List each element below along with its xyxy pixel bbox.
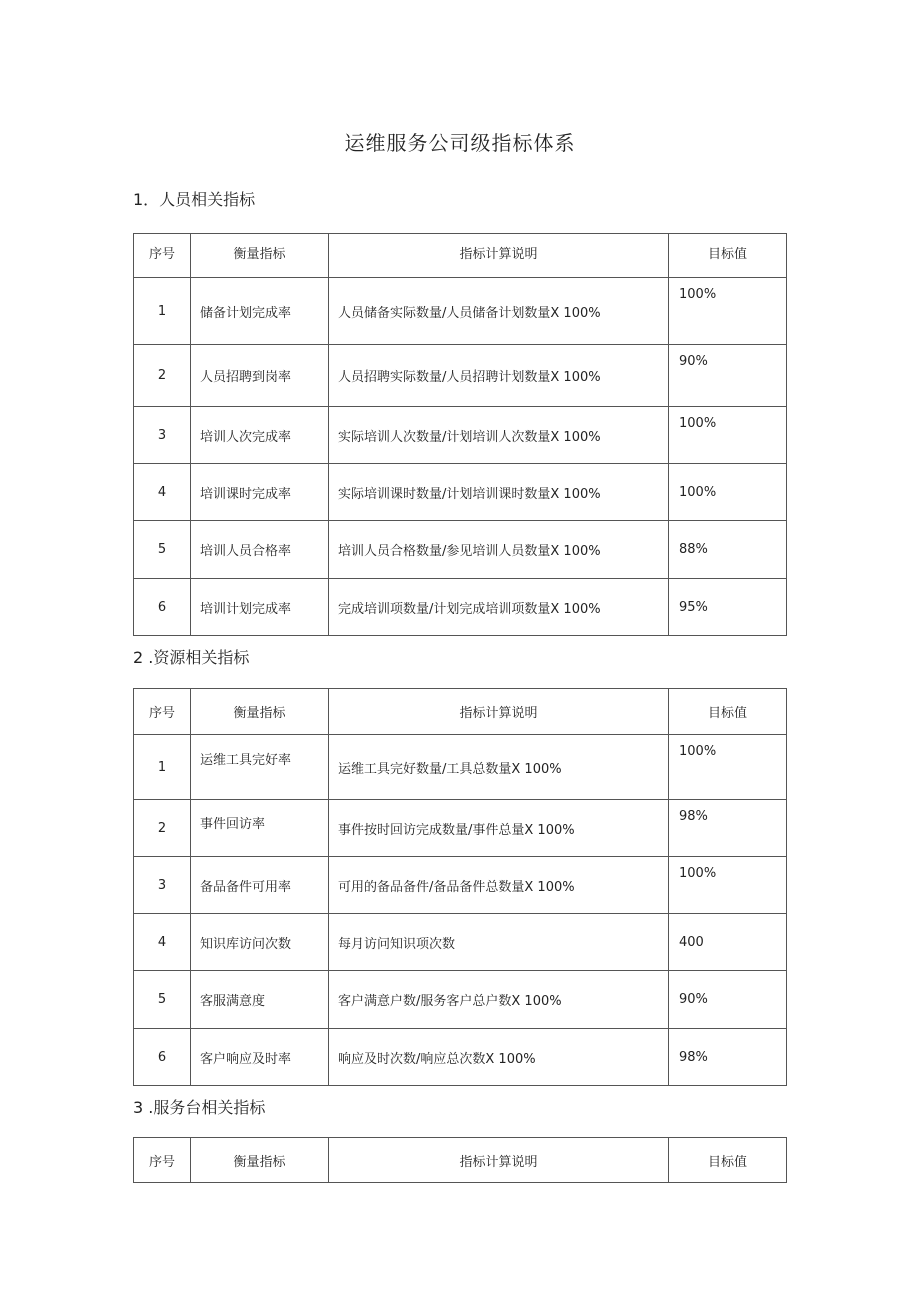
row-target: 98% (669, 1029, 787, 1086)
row-name: 培训课时完成率 (191, 464, 329, 521)
table-header-row (134, 689, 787, 735)
table-row (134, 800, 787, 857)
table-row (134, 971, 787, 1029)
header-name: 衡量指标 (191, 689, 329, 735)
row-formula: 客户满意户数/服务客户总户数X 100% (329, 971, 669, 1029)
table-row (134, 278, 787, 345)
row-no: 6 (134, 579, 191, 636)
section-heading-service-desk: 3 .服务台相关指标 (133, 1098, 266, 1117)
row-target: 90% (669, 971, 787, 1029)
row-target: 95% (669, 579, 787, 636)
row-no: 5 (134, 971, 191, 1029)
header-no: 序号 (134, 1138, 191, 1183)
row-formula: 可用的备品备件/备品备件总数量X 100% (329, 857, 669, 914)
table-row (134, 1029, 787, 1086)
header-formula: 指标计算说明 (329, 1138, 669, 1183)
row-formula: 完成培训项数量/计划完成培训项数量X 100% (329, 579, 669, 636)
row-no: 3 (134, 407, 191, 464)
row-name: 备品备件可用率 (191, 857, 329, 914)
header-no: 序号 (134, 234, 191, 278)
table-row (134, 407, 787, 464)
table-row (134, 464, 787, 521)
row-target: 100% (669, 278, 787, 345)
row-no: 1 (134, 735, 191, 800)
row-name: 培训人次完成率 (191, 407, 329, 464)
row-formula: 实际培训人次数量/计划培训人次数量X 100% (329, 407, 669, 464)
header-formula: 指标计算说明 (329, 689, 669, 735)
page-title: 运维服务公司级指标体系 (344, 131, 576, 155)
section-heading-resources: 2 .资源相关指标 (133, 648, 250, 667)
row-name: 人员招聘到岗率 (191, 345, 329, 407)
row-no: 3 (134, 857, 191, 914)
row-no: 4 (134, 914, 191, 971)
table-header-row (134, 1138, 787, 1183)
row-no: 2 (134, 345, 191, 407)
row-target: 100% (669, 464, 787, 521)
row-formula: 每月访问知识项次数 (329, 914, 669, 971)
table-row (134, 857, 787, 914)
row-formula: 人员储备实际数量/人员储备计划数量X 100% (329, 278, 669, 345)
row-name: 知识库访问次数 (191, 914, 329, 971)
row-name: 客服满意度 (191, 971, 329, 1029)
row-no: 4 (134, 464, 191, 521)
table-row (134, 579, 787, 636)
row-formula: 人员招聘实际数量/人员招聘计划数量X 100% (329, 345, 669, 407)
row-no: 5 (134, 521, 191, 579)
row-formula: 培训人员合格数量/参见培训人员数量X 100% (329, 521, 669, 579)
row-name: 事件回访率 (191, 800, 329, 857)
row-formula: 运维工具完好数量/工具总数量X 100% (329, 735, 669, 800)
header-target: 目标值 (669, 1138, 787, 1183)
row-name: 储备计划完成率 (191, 278, 329, 345)
row-target: 400 (669, 914, 787, 971)
row-target: 100% (669, 857, 787, 914)
row-no: 6 (134, 1029, 191, 1086)
row-formula: 响应及时次数/响应总次数X 100% (329, 1029, 669, 1086)
row-name: 培训计划完成率 (191, 579, 329, 636)
row-target: 100% (669, 407, 787, 464)
row-name: 培训人员合格率 (191, 521, 329, 579)
row-formula: 事件按时回访完成数量/事件总量X 100% (329, 800, 669, 857)
row-formula: 实际培训课时数量/计划培训课时数量X 100% (329, 464, 669, 521)
table-row (134, 345, 787, 407)
row-no: 2 (134, 800, 191, 857)
row-name: 客户响应及时率 (191, 1029, 329, 1086)
row-target: 88% (669, 521, 787, 579)
header-name: 衡量指标 (191, 234, 329, 278)
personnel-indicator-table (133, 233, 787, 636)
header-target: 目标值 (669, 689, 787, 735)
section-heading-personnel: 1．人员相关指标 (133, 190, 256, 209)
resource-indicator-table (133, 688, 787, 1086)
header-name: 衡量指标 (191, 1138, 329, 1183)
row-no: 1 (134, 278, 191, 345)
row-target: 100% (669, 735, 787, 800)
table-row (134, 521, 787, 579)
header-formula: 指标计算说明 (329, 234, 669, 278)
table-row (134, 735, 787, 800)
header-target: 目标值 (669, 234, 787, 278)
table-row (134, 914, 787, 971)
row-target: 98% (669, 800, 787, 857)
row-name: 运维工具完好率 (191, 735, 329, 800)
header-no: 序号 (134, 689, 191, 735)
row-target: 90% (669, 345, 787, 407)
table-header-row (134, 234, 787, 278)
service-desk-indicator-table (133, 1137, 787, 1183)
